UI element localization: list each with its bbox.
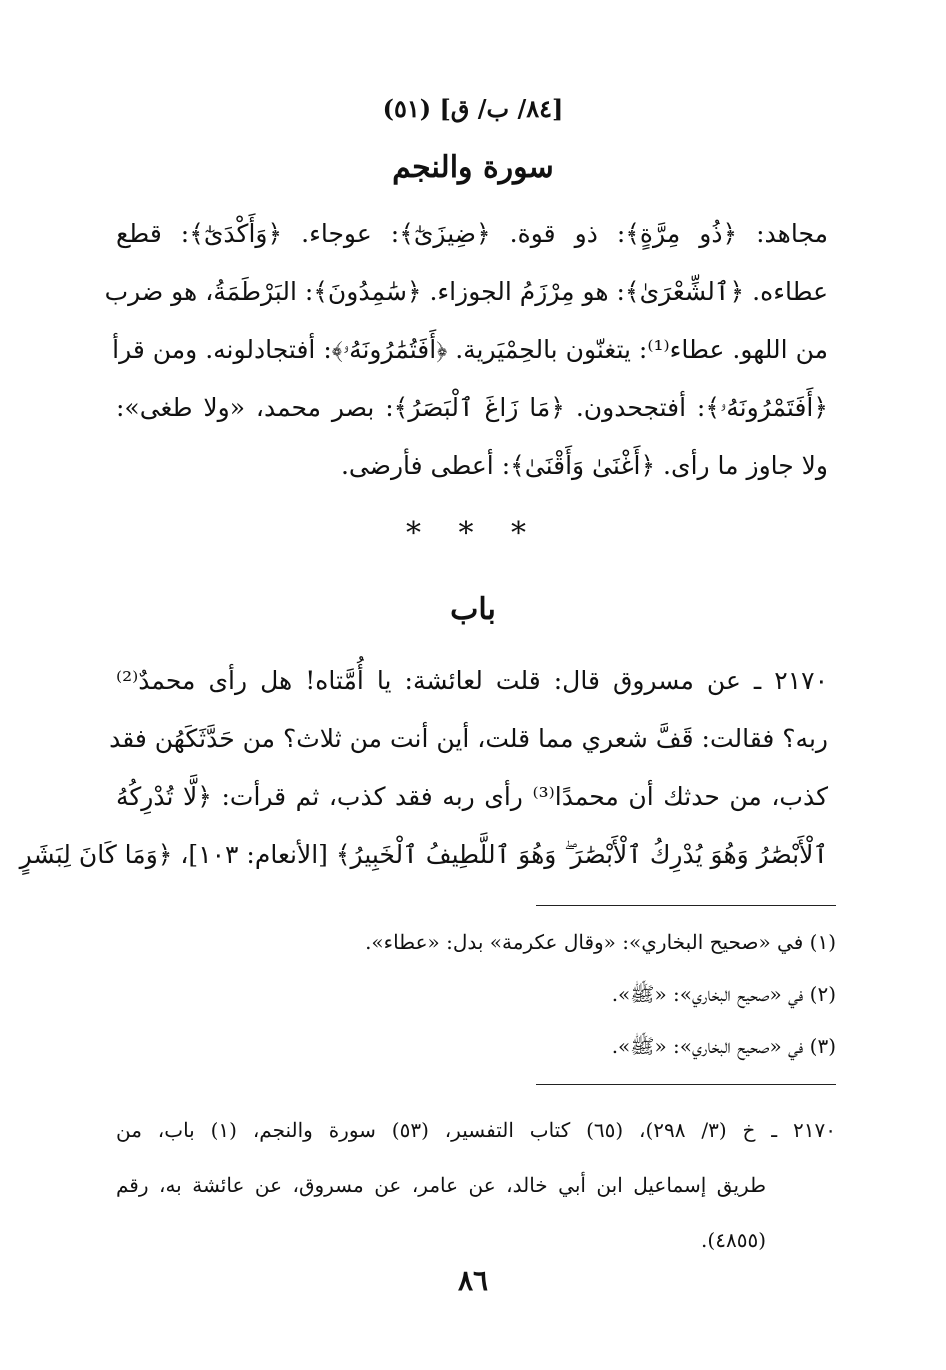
takhrij-divider <box>536 1084 836 1085</box>
text-line: مجاهد: ﴿ذُو مِرَّةٍ﴾: ذو قوة. ﴿ضِيزَىٰٓ﴾: عوجاء. ﴿وَأَكْدَىٰٓ﴾: قطع <box>116 219 828 248</box>
section-separator: * * * <box>405 516 541 551</box>
text-line: ولا جاوز ما رأى. ﴿أَغْنَىٰ وَأَقْنَىٰ﴾: أعطى فأرضى. <box>340 451 828 480</box>
footnote: (٣) في «صحيح البخاري»: «ﷺ». <box>611 1034 836 1058</box>
text-line: عطاءه. ﴿ٱلشِّعْرَىٰ﴾: هو مِرْزَمُ الجوزاء. ﴿سَٰمِدُونَ﴾: البَرْطَمَةُ، هو ضرب <box>104 277 828 306</box>
takhrij-line: ٢١٧٠ ـ خ (٣/ ٢٩٨)، (٦٥) كتاب التفسير، (٥٣) سورة والنجم، (١) باب، من <box>116 1118 836 1142</box>
page-number: ٨٦ <box>457 1264 489 1297</box>
hadith-paragraph <box>19 652 828 884</box>
footnote: (٢) في «صحيح البخاري»: «ﷺ». <box>611 982 836 1006</box>
text-line: ﴿أَفَتَمْرُونَهُۥ﴾: أفتجحدون. ﴿مَا زَاغَ ٱلْبَصَرُ﴾: بصر محمد، «ولا طغى»: <box>116 393 828 422</box>
takhrij-line: (٤٨٥٥). <box>701 1228 766 1252</box>
footnotes <box>124 916 836 1072</box>
surah-title: سورة والنجم <box>392 150 554 185</box>
takhrij-line: طريق إسماعيل ابن أبي خالد، عن عامر، عن مسروق، عن عائشة به، رقم <box>116 1173 766 1197</box>
footnote: (١) في «صحيح البخاري»: «وقال عكرمة» بدل: «عطاء». <box>365 930 836 954</box>
text-line: من اللهو. عطاء⁽¹⁾: يتغنّون بالحِمْيَرية. ﴿أَفَتُمَٰرُونَهُۥ﴾: أفتجادلونه. ومن قرأ <box>112 335 828 364</box>
mujahid-paragraph <box>104 205 828 495</box>
footnote-divider <box>536 905 836 906</box>
text-line: ٢١٧٠ ـ عن مسروق قال: قلت لعائشة: يا أُمَّتاه! هل رأى محمدٌ⁽²⁾ <box>116 666 828 695</box>
text-line: ربه؟ فقالت: قَفَّ شعري مما قلت، أين أنت من ثلاث؟ من حَدَّثَكَهُن فقد <box>109 724 828 753</box>
takhrij-note <box>116 1103 836 1268</box>
text-line: ٱلْأَبْصَٰرُ وَهُوَ يُدْرِكُ ٱلْأَبْصَٰرَ ۖ وَهُوَ ٱللَّطِيفُ ٱلْخَبِيرُ﴾ [الأنعام: ١٠٣]، ﴿وَمَا كَانَ لِبَشَرٍ <box>19 840 828 869</box>
text-line: كذب، من حدثك أن محمدًا⁽³⁾ رأى ربه فقد كذب، ثم قرأت: ﴿لَّا تُدْرِكُهُ <box>116 782 828 811</box>
manuscript-marker: [٨٤/ ب/ ق] (٥١) <box>382 94 564 123</box>
section-title: باب <box>450 592 496 627</box>
